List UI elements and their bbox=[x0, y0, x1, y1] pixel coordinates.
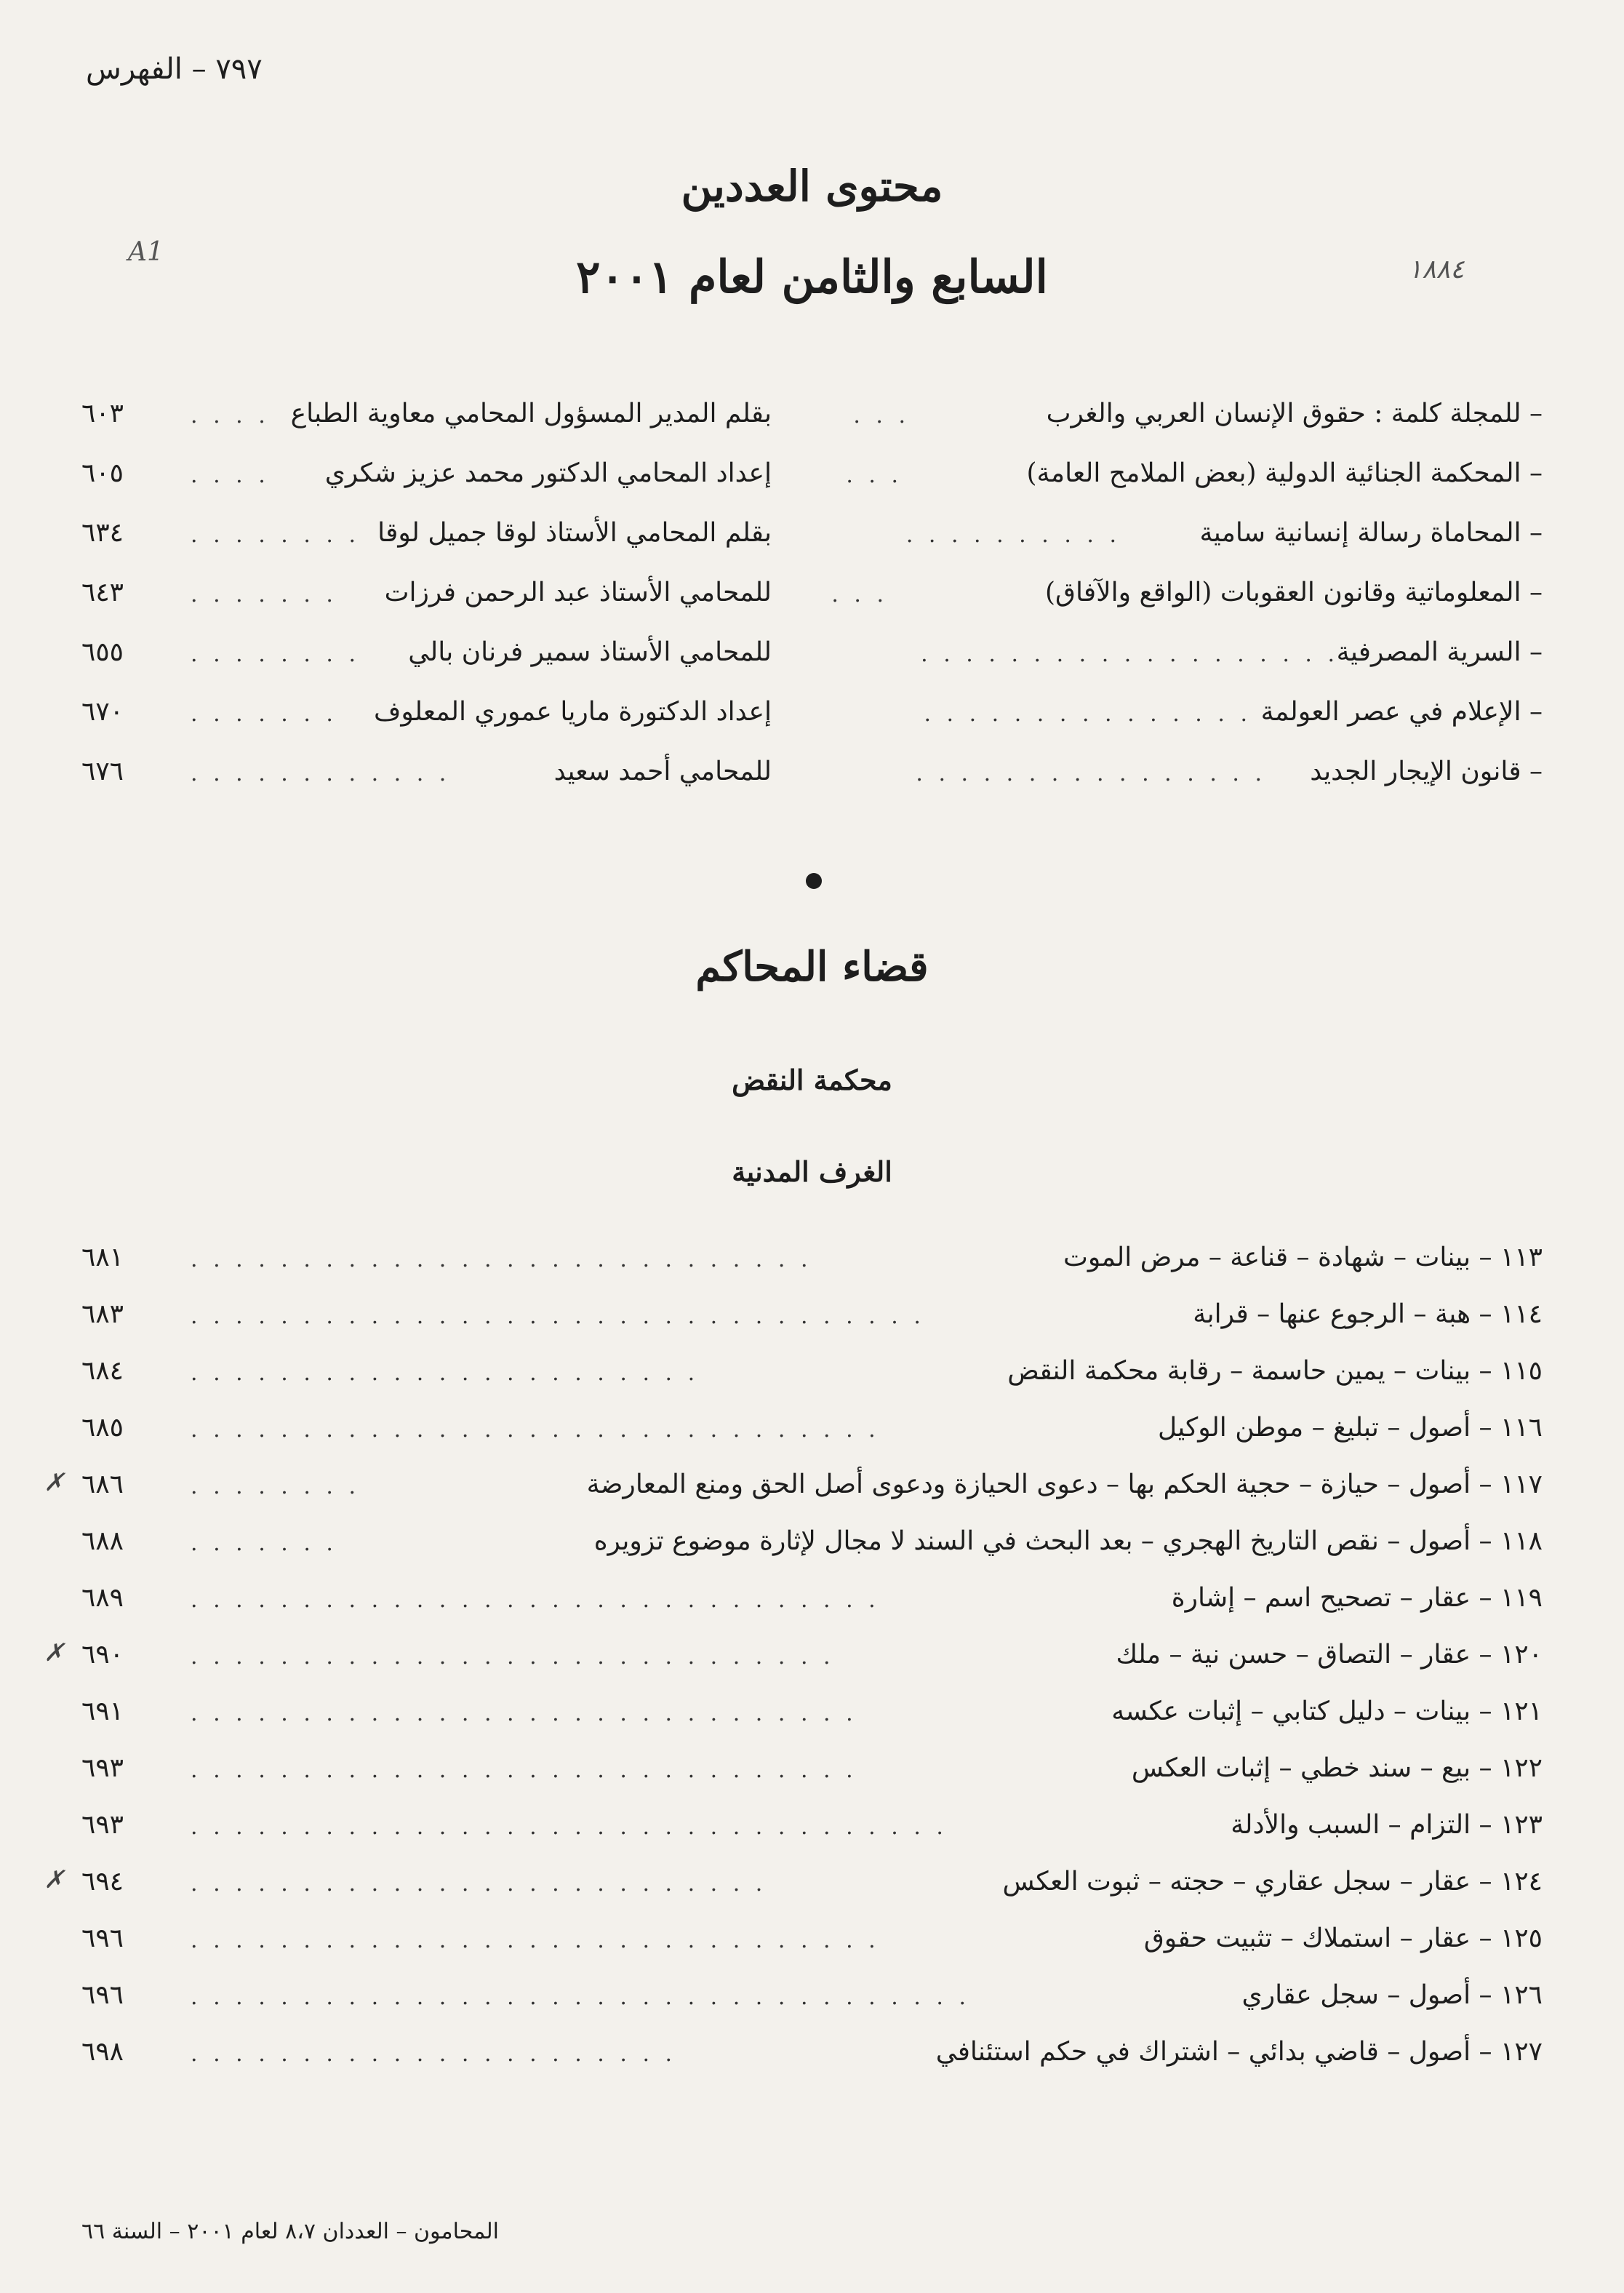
page-number: ٦٨٦ bbox=[81, 1469, 124, 1499]
article-title: – الإعلام في عصر العولمة bbox=[1260, 697, 1543, 727]
leader-dots: . . . . . . . . . . bbox=[905, 522, 1121, 548]
case-text: ١٢٠ – عقار – التصاق – حسن نية – ملك bbox=[1116, 1640, 1543, 1670]
page-number: ٦٤٣ bbox=[81, 578, 124, 607]
page-number: ٦٨٣ bbox=[81, 1299, 124, 1329]
case-text: ١١٥ – بينات – يمين حاسمة – رقابة محكمة النقض bbox=[1007, 1356, 1543, 1386]
case-text: ١١٦ – أصول – تبليغ – موطن الوكيل bbox=[1157, 1413, 1543, 1443]
leader-dots: . . . . . . . . . . . . . . . . . . . . . . . . . . . . . . bbox=[191, 1701, 857, 1726]
leader-dots: . . . . . . . . . . . . . . . . . . . . . . . . . . . . . . . bbox=[191, 1928, 880, 1953]
case-row bbox=[81, 1583, 1543, 1627]
leader-dots: . . . . . . . . . . . . . . . . . . . . . . . . . . . . . . . bbox=[191, 1417, 880, 1443]
article-author: للمحامي الأستاذ سمير فرنان بالي bbox=[408, 637, 772, 667]
article-row bbox=[81, 578, 1543, 621]
case-row bbox=[81, 1413, 1543, 1456]
page-number: ٦٩٤ bbox=[81, 1867, 124, 1897]
article-title: – المحكمة الجنائية الدولية (بعض الملامح العامة) bbox=[1026, 458, 1543, 488]
page-number: ٦٩٦ bbox=[81, 1923, 124, 1953]
article-author: إعداد المحامي الدكتور محمد عزيز شكري bbox=[324, 458, 772, 488]
chamber-heading: الغرف المدنية bbox=[732, 1155, 892, 1188]
leader-dots: . . . . . . . . . . . . . . . . . . . . . . . . . . . . . bbox=[191, 1644, 835, 1670]
page-number: ٦٩٣ bbox=[81, 1753, 124, 1783]
court-heading: محكمة النقض bbox=[732, 1064, 892, 1096]
leader-dots: . . . . . . . . . . . . . . . . . . . . . . . bbox=[191, 1360, 700, 1386]
page-number: ٦٧٦ bbox=[81, 757, 124, 786]
article-title: – قانون الإيجار الجديد bbox=[1310, 757, 1543, 786]
case-text: ١٢٣ – التزام – السبب والأدلة bbox=[1231, 1810, 1543, 1840]
case-text: ١١٩ – عقار – تصحيح اسم – إشارة bbox=[1171, 1583, 1543, 1613]
handwritten-check-mark: ✗ bbox=[44, 1468, 65, 1497]
page-number: ٦٧٠ bbox=[81, 697, 124, 727]
case-row bbox=[81, 1526, 1543, 1570]
leader-dots: . . . . . . . . bbox=[191, 642, 361, 667]
leader-dots: . . . . . . . . . . . . . . . . . . . . . . . . . . . . . . . bbox=[191, 1587, 880, 1613]
page-footer: المحامون – العددان ٨،٧ لعام ٢٠٠١ – السنة ٦٦ bbox=[81, 2219, 499, 2244]
case-text: ١١٧ – أصول – حيازة – حجية الحكم بها – دعوى الحيازة ودعوى أصل الحق ومنع المعارضة bbox=[586, 1469, 1543, 1499]
article-row bbox=[81, 637, 1543, 681]
page-number: ٦٩١ bbox=[81, 1696, 124, 1726]
page-number: ٦٩٦ bbox=[81, 1980, 124, 2010]
leader-dots: . . . bbox=[831, 582, 888, 607]
article-row bbox=[81, 757, 1543, 800]
leader-dots: . . . . bbox=[191, 403, 270, 428]
leader-dots: . . . . . . . . . . . . . . . . . . . . . . bbox=[191, 2041, 677, 2067]
case-text: ١١٨ – أصول – نقص التاريخ الهجري – بعد البحث في السند لا مجال لإثارة موضوع تزويره bbox=[593, 1526, 1543, 1556]
leader-dots: . . . . . . . . . . . . . . . . . . . . . . . . . . . . . . bbox=[191, 1758, 857, 1783]
article-author: إعداد الدكتورة ماريا عموري المعلوف bbox=[374, 697, 772, 727]
case-text: ١٢٥ – عقار – استملاك – تثبيت حقوق bbox=[1143, 1923, 1543, 1953]
case-text: ١٢٤ – عقار – سجل عقاري – حجته – ثبوت العكس bbox=[1002, 1867, 1543, 1897]
case-text: ١١٤ – هبة – الرجوع عنها – قرابة bbox=[1193, 1299, 1543, 1329]
leader-dots: . . . bbox=[853, 403, 910, 428]
case-row bbox=[81, 1753, 1543, 1797]
article-row bbox=[81, 458, 1543, 502]
page-number: ٦٠٣ bbox=[81, 399, 124, 428]
case-row bbox=[81, 1469, 1543, 1513]
page-number: ٦٩٣ bbox=[81, 1810, 124, 1840]
page-number: ٦٠٥ bbox=[81, 458, 124, 488]
leader-dots: . . . . . . . . . . . . . . . . . . . . . . . . . . . . . . . . . bbox=[191, 1304, 925, 1329]
case-row bbox=[81, 1640, 1543, 1683]
leader-dots: . . . bbox=[846, 463, 903, 488]
leader-dots: . . . . . . . . . . . . . . . . . . . . . . . . . . . . . . . . . . bbox=[191, 1814, 948, 1840]
page-number: ٦٩٠ bbox=[81, 1640, 124, 1670]
leader-dots: . . . . . . . bbox=[191, 582, 337, 607]
case-text: ١٢٢ – بيع – سند خطي – إثبات العكس bbox=[1131, 1753, 1543, 1783]
page-number: ٦٨٩ bbox=[81, 1583, 124, 1613]
leader-dots: . . . . . . . . . . . . bbox=[191, 761, 451, 786]
case-row bbox=[81, 1867, 1543, 1910]
page-number: ٦٥٥ bbox=[81, 637, 124, 667]
page-number: ٦٩٨ bbox=[81, 2037, 124, 2067]
leader-dots: . . . . . . . . bbox=[191, 522, 361, 548]
page-title: محتوى العددين bbox=[681, 161, 943, 211]
case-text: ١٢١ – بينات – دليل كتابي – إثبات عكسه bbox=[1111, 1696, 1543, 1726]
case-row bbox=[81, 1356, 1543, 1400]
leader-dots: . . . . . . . . . . . . . . . . . . . . . . . . . . . . . . . . . . . bbox=[191, 1985, 970, 2010]
handwritten-check-mark: ✗ bbox=[44, 1638, 65, 1667]
case-row bbox=[81, 1923, 1543, 1967]
page-number: ٦٨٤ bbox=[81, 1356, 124, 1386]
article-author: للمحامي أحمد سعيد bbox=[553, 757, 772, 786]
handwritten-note-left: A1 bbox=[128, 237, 164, 267]
leader-dots: . . . . . . . . . . . . . . . . . . . bbox=[921, 642, 1339, 667]
article-author: للمحامي الأستاذ عبد الرحمن فرزات bbox=[384, 578, 772, 607]
leader-dots: . . . . . . . bbox=[191, 1531, 337, 1556]
page-number: ٦٣٤ bbox=[81, 518, 124, 548]
page-number: ٦٨٨ bbox=[81, 1526, 124, 1556]
page-number: ٦٨١ bbox=[81, 1243, 124, 1272]
case-row bbox=[81, 1299, 1543, 1343]
article-title: – السرية المصرفية bbox=[1336, 637, 1543, 667]
case-row bbox=[81, 2037, 1543, 2081]
leader-dots: . . . . . . . bbox=[191, 701, 337, 727]
leader-dots: . . . . . . . . . . . . . . . . bbox=[916, 761, 1266, 786]
section-title: قضاء المحاكم bbox=[695, 943, 929, 991]
article-title: – المحاماة رسالة إنسانية سامية bbox=[1199, 518, 1543, 548]
case-text: ١٢٦ – أصول – سجل عقاري bbox=[1241, 1980, 1543, 2010]
article-row bbox=[81, 518, 1543, 562]
leader-dots: . . . . bbox=[191, 463, 270, 488]
leader-dots: . . . . . . . . bbox=[191, 1474, 361, 1499]
article-author: بقلم المدير المسؤول المحامي معاوية الطباع bbox=[290, 399, 772, 428]
case-row bbox=[81, 1243, 1543, 1286]
article-row bbox=[81, 399, 1543, 442]
handwritten-check-mark: ✗ bbox=[44, 1865, 65, 1894]
case-row bbox=[81, 1810, 1543, 1854]
article-row bbox=[81, 697, 1543, 741]
handwritten-note-right: ١٨٨٤ bbox=[1408, 255, 1465, 284]
leader-dots: . . . . . . . . . . . . . . . bbox=[924, 701, 1252, 727]
page-subtitle: السابع والثامن لعام ٢٠٠١ bbox=[576, 250, 1048, 303]
running-head: ٧٩٧ – الفهرس bbox=[86, 52, 263, 86]
article-title: – المعلوماتية وقانون العقوبات (الواقع والآفاق) bbox=[1044, 578, 1543, 607]
case-text: ١١٣ – بينات – شهادة – قناعة – مرض الموت bbox=[1063, 1243, 1543, 1272]
leader-dots: . . . . . . . . . . . . . . . . . . . . . . . . . . bbox=[191, 1871, 767, 1897]
section-bullet bbox=[806, 873, 822, 889]
article-title: – للمجلة كلمة : حقوق الإنسان العربي والغرب bbox=[1046, 399, 1543, 428]
case-row bbox=[81, 1696, 1543, 1740]
case-row bbox=[81, 1980, 1543, 2024]
page-number: ٦٨٥ bbox=[81, 1413, 124, 1443]
article-author: بقلم المحامي الأستاذ لوقا جميل لوقا bbox=[377, 518, 772, 548]
case-text: ١٢٧ – أصول – قاضي بدائي – اشتراك في حكم استئنافي bbox=[935, 2037, 1543, 2067]
leader-dots: . . . . . . . . . . . . . . . . . . . . . . . . . . . . bbox=[191, 1247, 812, 1272]
